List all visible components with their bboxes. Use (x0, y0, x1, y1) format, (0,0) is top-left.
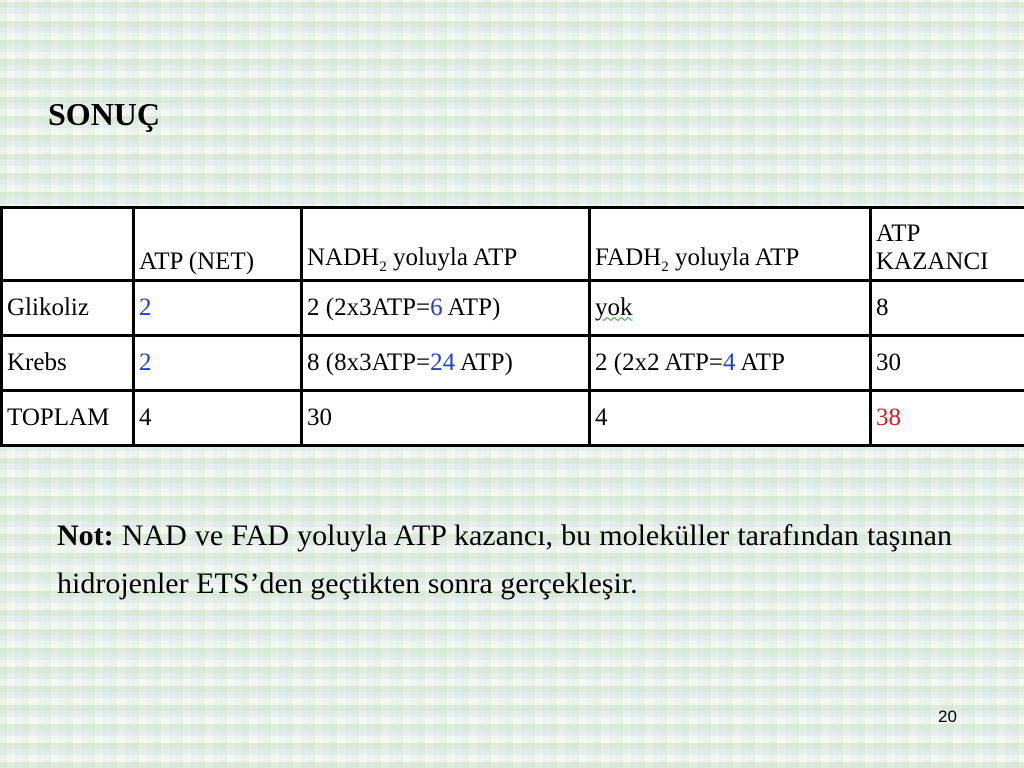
slide-title: SONUÇ (48, 96, 161, 132)
atp-summary-table (0, 206, 1024, 447)
table-header-row (2, 208, 1024, 281)
row-label: TOPLAM (2, 391, 134, 446)
fadh-value: yok (590, 281, 871, 336)
header-cell-atp-net: ATP (NET) (134, 208, 302, 281)
nadh-value: 8 (8x3ATP=24 ATP) (302, 336, 590, 391)
atp-gain-value: 30 (871, 336, 1024, 391)
atp-gain-value: 38 (871, 391, 1024, 446)
table-row-glikoliz (2, 281, 1024, 336)
table-row-krebs (2, 336, 1024, 391)
page-number: 20 (938, 707, 957, 726)
row-label: Glikoliz (2, 281, 134, 336)
fadh-value: 2 (2x2 ATP=4 ATP (590, 336, 871, 391)
nadh-value: 30 (302, 391, 590, 446)
fadh-value: 4 (590, 391, 871, 446)
atp-summary-table-container (0, 206, 1024, 444)
row-label: Krebs (2, 336, 134, 391)
note-text: NAD ve FAD yoluyla ATP kazancı, bu moleküller tarafından taşınan hidrojenler ETS’den geçtikten sonra gerçekleşir. (57, 519, 952, 600)
atp-net-value: 4 (134, 391, 302, 446)
note-label: Not: (57, 519, 114, 552)
nadh-value: 2 (2x3ATP=6 ATP) (302, 281, 590, 336)
header-cell-empty (2, 208, 134, 281)
note-paragraph (57, 512, 952, 608)
header-cell-nadh: $NADH_2$ yoluyla ATP (302, 208, 590, 281)
header-cell-atp-gain: ATP KAZANCI (871, 208, 1024, 281)
atp-gain-value: 8 (871, 281, 1024, 336)
table-row-toplam (2, 391, 1024, 446)
atp-net-value: 2 (134, 281, 302, 336)
header-cell-fadh: $FADH_2$ yoluyla ATP (590, 208, 871, 281)
atp-net-value: 2 (134, 336, 302, 391)
